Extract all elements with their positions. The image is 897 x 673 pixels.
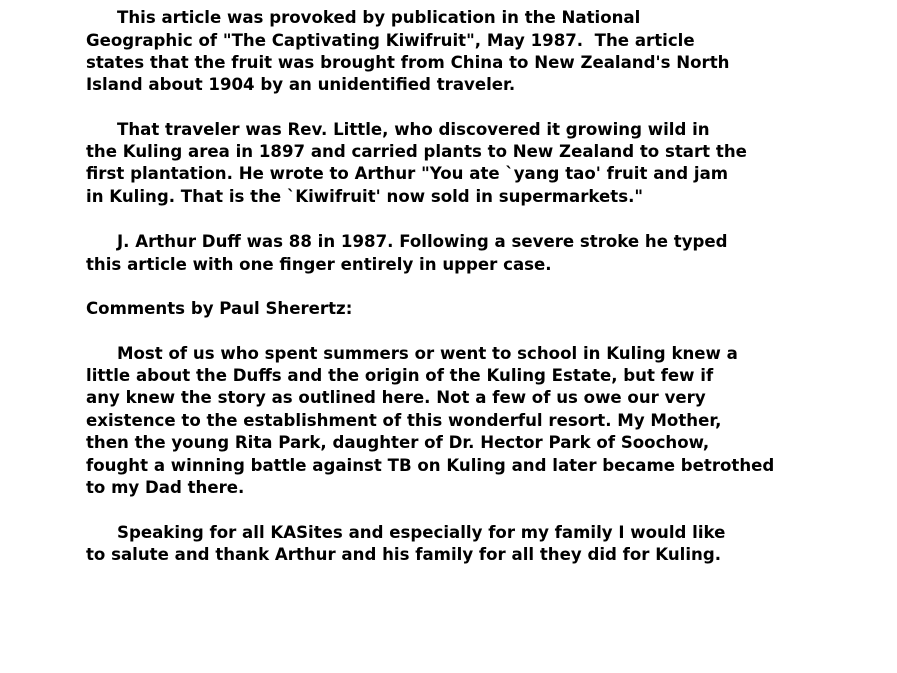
paragraph-6-line-1: Speaking for all KASites and especially for my family I would like [117, 523, 726, 542]
paragraph-1-line-2: Geographic of "The Captivating Kiwifruit", May 1987. The article [86, 31, 695, 50]
paragraph-5-line-7: to my Dad there. [86, 478, 245, 497]
paragraph-2-line-1: That traveler was Rev. Little, who discovered it growing wild in [117, 120, 710, 139]
paragraph-2-line-3: first plantation. He wrote to Arthur "You ate `yang tao' fruit and jam [86, 164, 729, 183]
paragraph-1-line-4: Island about 1904 by an unidentified traveler. [86, 75, 516, 94]
paragraph-3-line-2: this article with one finger entirely in upper case. [86, 255, 552, 274]
paragraph-1-line-3: states that the fruit was brought from China to New Zealand's North [86, 53, 730, 72]
paragraph-2-line-2: the Kuling area in 1897 and carried plants to New Zealand to start the [86, 142, 747, 161]
paragraph-1-line-1: This article was provoked by publication in the National [117, 8, 641, 27]
paragraph-3-line-1: J. Arthur Duff was 88 in 1987. Following a severe stroke he typed [117, 232, 728, 251]
paragraph-5-line-3: any knew the story as outlined here. Not a few of us owe our very [86, 388, 706, 407]
paragraph-6-line-2: to salute and thank Arthur and his family for all they did for Kuling. [86, 545, 722, 564]
paragraph-5-line-6: fought a winning battle against TB on Kuling and later became betrothed [86, 456, 775, 475]
comments-heading: Comments by Paul Sherertz: [86, 299, 353, 318]
paragraph-2-line-4: in Kuling. That is the `Kiwifruit' now sold in supermarkets." [86, 187, 644, 206]
paragraph-5-line-5: then the young Rita Park, daughter of Dr. Hector Park of Soochow, [86, 433, 710, 452]
paragraph-5-line-2: little about the Duffs and the origin of the Kuling Estate, but few if [86, 366, 714, 385]
paragraph-5-line-4: existence to the establishment of this wonderful resort. My Mother, [86, 411, 722, 430]
paragraph-5-line-1: Most of us who spent summers or went to school in Kuling knew a [117, 344, 738, 363]
